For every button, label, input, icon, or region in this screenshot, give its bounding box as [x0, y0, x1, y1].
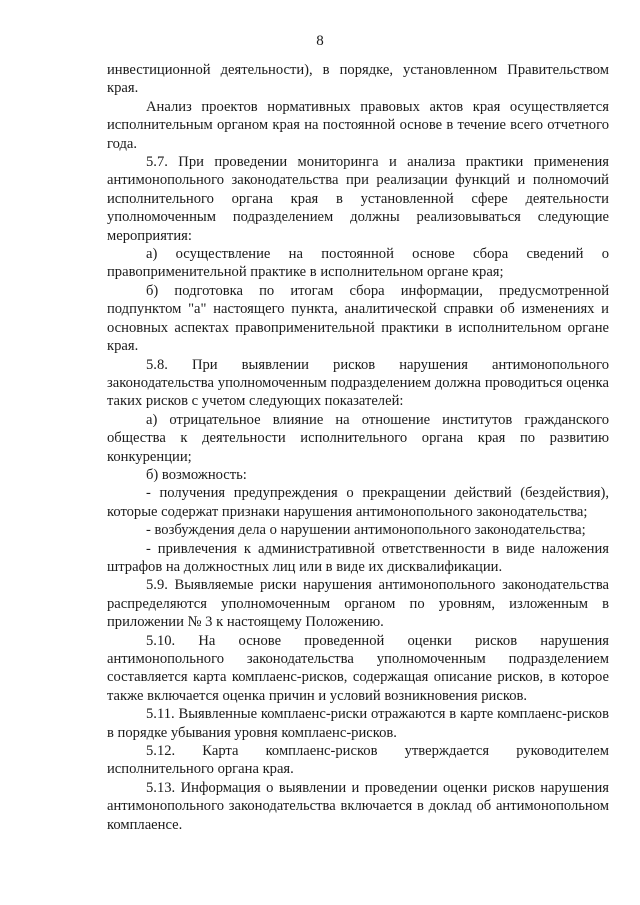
paragraph-5-9: 5.9. Выявляемые риски нарушения антимонопольного законодательства распределяются уполномоченным органом по уровням, изложенным в приложении № 3 к настоящему Положению.	[107, 577, 609, 631]
paragraph-5-8: 5.8. При выявлении рисков нарушения антимонопольного законодательства уполномоченным подразделением должна проводиться оценка таких рисков с учетом следующих показателей:	[107, 356, 609, 410]
paragraph-5-7-b: б) подготовка по итогам сбора информации, предусмотренной подпунктом "а" настоящего пункта, аналитической справки об изменениях и основных аспектах правоприменительной практики в исполнительном органе края.	[107, 282, 609, 355]
paragraph-5-8-b: б) возможность:	[146, 466, 247, 483]
paragraph-5-7: 5.7. При проведении мониторинга и анализа практики применения антимонопольного законодательства при реализации функций и полномочий исполнительного органа края в установленной сфере деятельности уполномоченным подразделением должны реализовываться следующие мероприятия:	[107, 154, 609, 244]
paragraph-analysis: Анализ проектов нормативных правовых актов края осуществляется исполнительным органом края на постоянной основе в течение всего отчетного года.	[107, 98, 609, 152]
paragraph-5-12: 5.12. Карта комплаенс-рисков утверждается руководителем исполнительного органа края.	[107, 743, 609, 778]
list-item-liability: - привлечения к административной ответственности в виде наложения штрафов на должностных лиц или в виде их дисквалификации.	[107, 540, 609, 575]
list-item-case: - возбуждения дела о нарушении антимонопольного законодательства;	[146, 522, 586, 539]
paragraph-5-7-a: а) осуществление на постоянной основе сбора сведений о правоприменительной практике в исполнительном органе края;	[107, 246, 609, 281]
paragraph-5-8-a: а) отрицательное влияние на отношение институтов гражданского общества к деятельности исполнительного органа края по развитию конкуренции;	[107, 411, 609, 465]
page-number: 8	[316, 33, 324, 49]
paragraph-5-13: 5.13. Информация о выявлении и проведении оценки рисков нарушения антимонопольного законодательства включается в доклад об антимонопольном комплаенсе.	[107, 779, 609, 833]
paragraph-continuation: инвестиционной деятельности), в порядке, установленном Правительством края.	[107, 62, 609, 97]
list-item-warning: - получения предупреждения о прекращении действий (бездействия), которые содержат признаки нарушения антимонопольного законодательства;	[107, 485, 609, 520]
paragraph-5-11: 5.11. Выявленные комплаенс-риски отражаются в карте комплаенс-рисков в порядке убывания уровня комплаенс-рисков.	[107, 706, 609, 741]
paragraph-5-10: 5.10. На основе проведенной оценки рисков нарушения антимонопольного законодательства уполномоченным подразделением составляется карта комплаенс-рисков, содержащая описание рисков, в которое также включается оценка причин и условий возникновения рисков.	[107, 632, 609, 704]
document-body	[107, 61, 609, 834]
